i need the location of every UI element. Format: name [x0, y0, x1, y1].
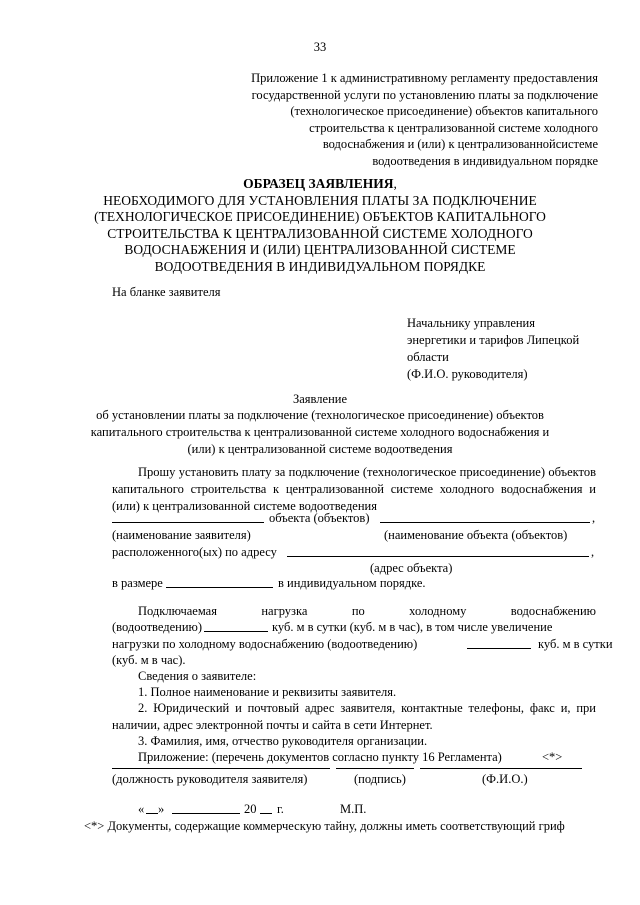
- label-object: (наименование объекта (объектов): [384, 528, 568, 542]
- address-blank[interactable]: [287, 556, 589, 557]
- date-close-quote: »: [158, 802, 165, 816]
- year-prefix: 20: [244, 802, 257, 816]
- applicant-blank[interactable]: [112, 522, 264, 523]
- load-word: нагрузка: [261, 604, 308, 618]
- annex-line: (технологическое присоединение) объектов капитального: [290, 104, 598, 118]
- statement-heading: Заявление: [292, 392, 347, 406]
- page-number: 33: [313, 40, 327, 54]
- statement-line: (или) к централизованной системе водоотведения: [187, 442, 453, 456]
- statement-subject: [0, 407, 640, 458]
- located-text: расположенного(ых) по адресу: [112, 545, 277, 559]
- addressee-line: Начальнику управления: [407, 316, 535, 330]
- signature-blank[interactable]: [336, 768, 414, 769]
- comma: ,: [592, 511, 596, 525]
- annex-line: строительства к централизованной системе холодного: [309, 120, 598, 135]
- title-line: СТРОИТЕЛЬСТВА К ЦЕНТРАЛИЗОВАННОЙ СИСТЕМЕ ХОЛОДНОГО: [107, 225, 533, 241]
- title-comma: ,: [393, 176, 397, 191]
- object-text: объекта (объектов): [269, 511, 370, 525]
- load-word: водоснабжению: [510, 604, 596, 618]
- load-word: холодному: [409, 604, 467, 618]
- date-open-quote: «: [138, 802, 145, 816]
- object-blank[interactable]: [380, 522, 590, 523]
- seal-mark: М.П.: [340, 802, 367, 816]
- load-blank[interactable]: [204, 631, 268, 632]
- load-line-4: (куб. м в час).: [112, 653, 186, 667]
- document-title: [0, 176, 640, 275]
- title-line: ВОДООТВЕДЕНИЯ В ИНДИВИДУАЛЬНОМ ПОРЯДКЕ: [154, 258, 486, 274]
- annex-header: [251, 70, 598, 169]
- label-name: (Ф.И.О.): [482, 772, 528, 786]
- statement-line: капитального строительства к централизованной системе холодного водоснабжения и: [90, 425, 550, 439]
- letterhead-note: На бланке заявителя: [112, 285, 221, 299]
- label-position: (должность руководителя заявителя): [112, 772, 308, 786]
- load-line-1: [138, 603, 596, 620]
- label-signature: (подпись): [354, 772, 406, 786]
- annex-line: государственной услуги по установлению платы за подключение: [251, 87, 598, 102]
- addressee-line: области: [407, 350, 449, 364]
- info-item-1: 1. Полное наименование и реквизиты заявителя.: [138, 685, 397, 699]
- title-bold: ОБРАЗЕЦ ЗАЯВЛЕНИЯ: [243, 176, 394, 191]
- info-item-2: 2. Юридический и почтовый адрес заявителя, контактные телефоны, факс и, при наличии, адрес электронной почты и сайта в сети Интернет.: [112, 701, 596, 732]
- load-word: Подключаемая: [138, 604, 217, 618]
- statement-line: об установлении платы за подключение (технологическое присоединение) объектов: [96, 408, 544, 422]
- addressee-line: (Ф.И.О. руководителя): [407, 367, 528, 381]
- attachment-note: Приложение: (перечень документов согласно пункту 16 Регламента): [138, 750, 502, 764]
- name-blank[interactable]: [420, 768, 582, 769]
- amount-pre: в размере: [112, 576, 163, 590]
- request-paragraph: Прошу установить плату за подключение (технологическое присоединение) объектов капитального строительства к централизованной системе холодного водоснабжения и (или) к централизованной системе водоотведения: [112, 465, 596, 513]
- load-line-2a: (водоотведению): [112, 620, 203, 634]
- load-word: по: [351, 604, 365, 618]
- addressee-block: [407, 315, 579, 383]
- annex-line: водоотведения в индивидуальном порядке: [372, 153, 598, 168]
- footnote: <*> Документы, содержащие коммерческую тайну, должны иметь соответствующий гриф: [84, 819, 565, 833]
- addressee-line: энергетики и тарифов Липецкой: [407, 333, 580, 347]
- title-line: ВОДОСНАБЖЕНИЯ И (ИЛИ) ЦЕНТРАЛИЗОВАННОЙ СИСТЕМЕ: [124, 242, 516, 257]
- amount-post: в индивидуальном порядке.: [278, 576, 426, 590]
- info-heading: Сведения о заявителе:: [138, 669, 257, 683]
- label-applicant: (наименование заявителя): [112, 528, 251, 542]
- day-blank[interactable]: [146, 813, 158, 814]
- year-suffix: г.: [277, 802, 284, 816]
- load-increase-blank[interactable]: [467, 648, 531, 649]
- month-blank[interactable]: [172, 813, 240, 814]
- label-address: (адрес объекта): [370, 561, 453, 575]
- annex-line: Приложение 1 к административному регламенту предоставления: [251, 71, 598, 85]
- info-item-3: 3. Фамилия, имя, отчество руководителя организации.: [138, 734, 428, 748]
- load-line-3a: нагрузки по холодному водоснабжению (водоотведению): [112, 637, 418, 651]
- title-line: (ТЕХНОЛОГИЧЕСКОЕ ПРИСОЕДИНЕНИЕ) ОБЪЕКТОВ КАПИТАЛЬНОГО: [94, 209, 546, 224]
- attachment-mark: <*>: [542, 750, 563, 764]
- year-blank[interactable]: [260, 813, 272, 814]
- position-blank[interactable]: [112, 768, 330, 769]
- load-line-3b: куб. м в сутки: [538, 637, 613, 651]
- title-line: НЕОБХОДИМОГО ДЛЯ УСТАНОВЛЕНИЯ ПЛАТЫ ЗА ПОДКЛЮЧЕНИЕ: [103, 192, 537, 208]
- load-line-2b: куб. м в сутки (куб. м в час), в том числе увеличение: [272, 620, 553, 634]
- comma: ,: [591, 545, 595, 559]
- annex-line: водоснабжения и (или) к централизованнойсистеме: [322, 137, 598, 151]
- amount-blank[interactable]: [166, 587, 273, 588]
